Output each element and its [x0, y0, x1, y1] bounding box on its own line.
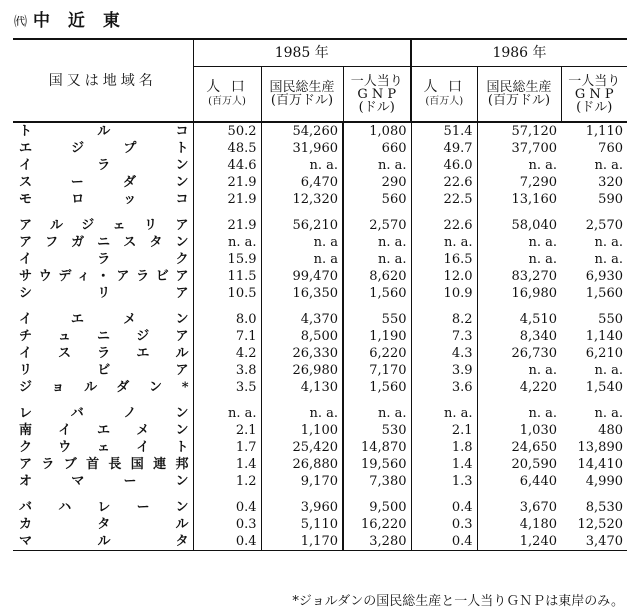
- percap-1986-cell: 550: [598, 311, 623, 327]
- pop-1986-cell: 3.9: [411, 362, 477, 379]
- pop-1985-cell: 3.5: [193, 379, 261, 396]
- percap-1985-cell: 19,560: [343, 456, 411, 473]
- pop-1985-cell: 0.4: [193, 499, 261, 516]
- pop-1985-cell: 11.5: [193, 268, 261, 285]
- country-name: モロッコ: [13, 191, 193, 208]
- percap-1986-cell: n. a.: [594, 405, 623, 421]
- percap-1986-cell: 6,930: [585, 268, 623, 284]
- table-row: [13, 439, 627, 456]
- percap-1985-cell: 7,380: [343, 473, 411, 490]
- pop-1985-cell: 3.8: [193, 362, 261, 379]
- gnp-1985-cell: n. a.: [261, 157, 343, 174]
- gnp-1986-cell: n. a.: [477, 405, 561, 422]
- gnp-1985-cell: 3,960: [261, 499, 343, 516]
- table-row: [13, 516, 627, 533]
- country-name: イエメン: [13, 311, 193, 328]
- table-row: [13, 234, 627, 251]
- table-row: [13, 533, 627, 551]
- country-name: 南イエメン: [13, 422, 193, 439]
- percap-1986-cell: 8,530: [585, 499, 623, 515]
- percap-1986-cell: 14,410: [577, 456, 623, 472]
- pop-1985-cell: 1.2: [193, 473, 261, 490]
- gnp-1985-cell: 4,370: [261, 311, 343, 328]
- pop-1985-cell: 8.0: [193, 311, 261, 328]
- gnp-1985-cell: 8,500: [261, 328, 343, 345]
- gnp-1985-cell: 99,470: [261, 268, 343, 285]
- table-row: [13, 362, 627, 379]
- gnp-1986-cell: 4,180: [477, 516, 561, 533]
- pop-1986-cell: 22.5: [411, 191, 477, 208]
- country-name: アラブ首長国連邦: [13, 456, 193, 473]
- percap-1986-cell: 1,560: [585, 285, 623, 301]
- percap-1985-header: 一人当り G N P (ドル): [343, 67, 411, 123]
- section-marker: ㈹: [14, 15, 28, 30]
- country-name: カタル: [13, 516, 193, 533]
- country-name: ジョルダン*: [13, 379, 193, 396]
- percap-1986-cell: n. a.: [594, 157, 623, 173]
- gnp-1985-cell: n. a: [261, 234, 343, 251]
- pop-1985-cell: 21.9: [193, 174, 261, 191]
- pop-1985-cell: 10.5: [193, 285, 261, 302]
- footnote: *ジョルダンの国民総生産と一人当りＧＮＰは東岸のみ。: [292, 594, 624, 609]
- pop-1986-cell: 0.3: [411, 516, 477, 533]
- percap-1985-cell: 550: [343, 311, 411, 328]
- gnp-1986-cell: 57,120: [477, 122, 561, 140]
- percap-1985-cell: 1,080: [343, 122, 411, 140]
- stats-table: [13, 38, 627, 551]
- pop-1986-cell: 4.3: [411, 345, 477, 362]
- table-row: [13, 328, 627, 345]
- gnp-1986-header: 国民総生産 (百万ドル): [477, 67, 561, 123]
- country-name: リビア: [13, 362, 193, 379]
- gnp-1985-cell: n. a.: [261, 405, 343, 422]
- pop-1986-cell: 1.8: [411, 439, 477, 456]
- gnp-1986-cell: 16,980: [477, 285, 561, 302]
- percap-1986-cell: 3,470: [561, 533, 627, 551]
- table-row: [13, 251, 627, 268]
- percap-1986-cell: 4,990: [585, 473, 623, 489]
- pop-1986-cell: 0.4: [411, 499, 477, 516]
- percap-1986-cell: n. a.: [594, 234, 623, 250]
- table-body: [13, 122, 627, 551]
- country-name: スーダン: [13, 174, 193, 191]
- gnp-1986-cell: n. a.: [477, 157, 561, 174]
- gnp-1985-header: 国民総生産 (百万ドル): [261, 67, 343, 123]
- gnp-1986-cell: 20,590: [477, 456, 561, 473]
- gnp-1985-cell: 26,980: [261, 362, 343, 379]
- pop-1985-cell: 0.4: [193, 533, 261, 551]
- table-row: [13, 140, 627, 157]
- percap-1986-cell: n. a.: [594, 362, 623, 378]
- gnp-1986-cell: 26,730: [477, 345, 561, 362]
- gnp-1986-cell: 24,650: [477, 439, 561, 456]
- pop-1986-cell: 0.4: [411, 533, 477, 551]
- table-row: [13, 157, 627, 174]
- percap-1985-cell: 3,280: [343, 533, 411, 551]
- pop-1986-cell: 12.0: [411, 268, 477, 285]
- country-name: サウディ・アラビア: [13, 268, 193, 285]
- gnp-1986-cell: n. a.: [477, 234, 561, 251]
- country-name: チュニジア: [13, 328, 193, 345]
- pop-1985-cell: n. a.: [193, 234, 261, 251]
- percap-1985-cell: 560: [343, 191, 411, 208]
- percap-1985-cell: n. a.: [343, 234, 411, 251]
- percap-1985-cell: 1,190: [343, 328, 411, 345]
- table-row: [13, 191, 627, 208]
- pop-1985-header: 人 口 (百万人): [193, 67, 261, 123]
- country-name: アフガニスタン: [13, 234, 193, 251]
- row-spacer: [13, 490, 627, 499]
- gnp-1985-cell: 54,260: [261, 122, 343, 140]
- table-row: [13, 268, 627, 285]
- gnp-1986-cell: n. a.: [477, 362, 561, 379]
- percap-1986-cell: 590: [598, 191, 623, 207]
- gnp-1986-cell: 8,340: [477, 328, 561, 345]
- table-row: [13, 405, 627, 422]
- pop-1986-cell: 16.5: [411, 251, 477, 268]
- percap-1986-cell: n. a.: [594, 251, 623, 267]
- gnp-1985-cell: 1,170: [261, 533, 343, 551]
- gnp-1986-cell: 7,290: [477, 174, 561, 191]
- row-spacer: [13, 396, 627, 405]
- country-name: オマーン: [13, 473, 193, 490]
- country-name: レバノン: [13, 405, 193, 422]
- percap-1986-cell: 6,210: [585, 345, 623, 361]
- gnp-1986-cell: 1,030: [477, 422, 561, 439]
- percap-1986-cell: 13,890: [577, 439, 623, 455]
- year-1986-header: 1986 年: [411, 39, 627, 67]
- percap-1985-cell: 290: [343, 174, 411, 191]
- year-1985-header: 1985 年: [193, 39, 411, 67]
- gnp-1986-cell: 6,440: [477, 473, 561, 490]
- pop-1985-cell: 1.4: [193, 456, 261, 473]
- section-title-text: 中 近 東: [33, 11, 126, 31]
- percap-1985-cell: n. a.: [343, 251, 411, 268]
- country-name: バハレーン: [13, 499, 193, 516]
- pop-1986-cell: n. a.: [411, 405, 477, 422]
- pop-1986-cell: n. a.: [411, 234, 477, 251]
- pop-1986-cell: 7.3: [411, 328, 477, 345]
- gnp-1985-cell: 31,960: [261, 140, 343, 157]
- gnp-1986-cell: 58,040: [477, 217, 561, 234]
- table-row: [13, 422, 627, 439]
- table-row: [13, 473, 627, 490]
- table-row: [13, 285, 627, 302]
- gnp-1986-cell: n. a.: [477, 251, 561, 268]
- country-name: エジプト: [13, 140, 193, 157]
- percap-1986-cell: 12,520: [577, 516, 623, 532]
- gnp-1986-cell: 83,270: [477, 268, 561, 285]
- pop-1985-cell: 0.3: [193, 516, 261, 533]
- table-row: [13, 122, 627, 140]
- pop-1986-cell: 2.1: [411, 422, 477, 439]
- gnp-1985-cell: 9,170: [261, 473, 343, 490]
- gnp-1985-cell: 1,100: [261, 422, 343, 439]
- pop-1986-cell: 1.4: [411, 456, 477, 473]
- country-name: イラク: [13, 251, 193, 268]
- pop-1986-cell: 46.0: [411, 157, 477, 174]
- percap-1986-cell: 1,110: [585, 123, 623, 139]
- pop-1985-cell: 48.5: [193, 140, 261, 157]
- pop-1986-cell: 49.7: [411, 140, 477, 157]
- section-title: [14, 6, 126, 31]
- gnp-1986-cell: 37,700: [477, 140, 561, 157]
- gnp-1985-cell: 12,320: [261, 191, 343, 208]
- percap-1986-cell: 480: [598, 422, 623, 438]
- percap-1986-cell: 1,540: [585, 379, 623, 395]
- pop-1985-cell: 50.2: [193, 122, 261, 140]
- percap-1986-header: 一人当り G N P (ドル): [561, 67, 627, 123]
- pop-1985-cell: 7.1: [193, 328, 261, 345]
- gnp-1985-cell: 16,350: [261, 285, 343, 302]
- country-name: イスラエル: [13, 345, 193, 362]
- country-name: イラン: [13, 157, 193, 174]
- table-row: [13, 311, 627, 328]
- pop-1986-cell: 51.4: [411, 122, 477, 140]
- pop-1985-cell: n. a.: [193, 405, 261, 422]
- pop-1986-cell: 10.9: [411, 285, 477, 302]
- country-name: クウェイト: [13, 439, 193, 456]
- country-name: アルジェリア: [13, 217, 193, 234]
- country-name: トルコ: [13, 122, 193, 140]
- pop-1985-cell: 4.2: [193, 345, 261, 362]
- gnp-1985-cell: n. a: [261, 251, 343, 268]
- pop-1985-cell: 21.9: [193, 217, 261, 234]
- row-spacer: [13, 208, 627, 217]
- gnp-1985-cell: 26,880: [261, 456, 343, 473]
- pop-1986-cell: 22.6: [411, 217, 477, 234]
- table-row: [13, 345, 627, 362]
- gnp-1986-cell: 1,240: [477, 533, 561, 551]
- table-row: [13, 379, 627, 396]
- percap-1985-cell: 660: [343, 140, 411, 157]
- percap-1986-cell: 760: [598, 140, 623, 156]
- gnp-1986-cell: 4,220: [477, 379, 561, 396]
- gnp-1985-cell: 5,110: [261, 516, 343, 533]
- pop-1985-cell: 1.7: [193, 439, 261, 456]
- row-spacer: [13, 302, 627, 311]
- percap-1985-cell: 9,500: [343, 499, 411, 516]
- country-name: シリア: [13, 285, 193, 302]
- pop-1985-cell: 21.9: [193, 191, 261, 208]
- country-column-header: 国又は地域名: [13, 39, 193, 122]
- gnp-1985-cell: 56,210: [261, 217, 343, 234]
- table-row: [13, 217, 627, 234]
- table-row: [13, 456, 627, 473]
- table-row: [13, 174, 627, 191]
- percap-1985-cell: 7,170: [343, 362, 411, 379]
- table-row: [13, 499, 627, 516]
- gnp-1986-cell: 13,160: [477, 191, 561, 208]
- percap-1985-cell: 1,560: [343, 379, 411, 396]
- pop-1985-cell: 15.9: [193, 251, 261, 268]
- country-name: マルタ: [13, 533, 193, 551]
- percap-1986-cell: 2,570: [585, 217, 623, 233]
- percap-1985-cell: n. a.: [343, 157, 411, 174]
- pop-1986-cell: 1.3: [411, 473, 477, 490]
- gnp-1985-cell: 25,420: [261, 439, 343, 456]
- percap-1985-cell: 14,870: [343, 439, 411, 456]
- gnp-1986-cell: 4,510: [477, 311, 561, 328]
- percap-1985-cell: 2,570: [343, 217, 411, 234]
- gnp-1986-cell: 3,670: [477, 499, 561, 516]
- percap-1985-cell: 6,220: [343, 345, 411, 362]
- pop-1986-cell: 8.2: [411, 311, 477, 328]
- gnp-1985-cell: 6,470: [261, 174, 343, 191]
- pop-1986-header: 人 口 (百万人): [411, 67, 477, 123]
- percap-1985-cell: 1,560: [343, 285, 411, 302]
- pop-1985-cell: 2.1: [193, 422, 261, 439]
- pop-1986-cell: 3.6: [411, 379, 477, 396]
- gnp-1985-cell: 26,330: [261, 345, 343, 362]
- gnp-1985-cell: 4,130: [261, 379, 343, 396]
- percap-1986-cell: 320: [598, 174, 623, 190]
- percap-1985-cell: 16,220: [343, 516, 411, 533]
- percap-1985-cell: 530: [343, 422, 411, 439]
- pop-1986-cell: 22.6: [411, 174, 477, 191]
- percap-1985-cell: 8,620: [343, 268, 411, 285]
- pop-1985-cell: 44.6: [193, 157, 261, 174]
- percap-1985-cell: n. a.: [343, 405, 411, 422]
- percap-1986-cell: 1,140: [585, 328, 623, 344]
